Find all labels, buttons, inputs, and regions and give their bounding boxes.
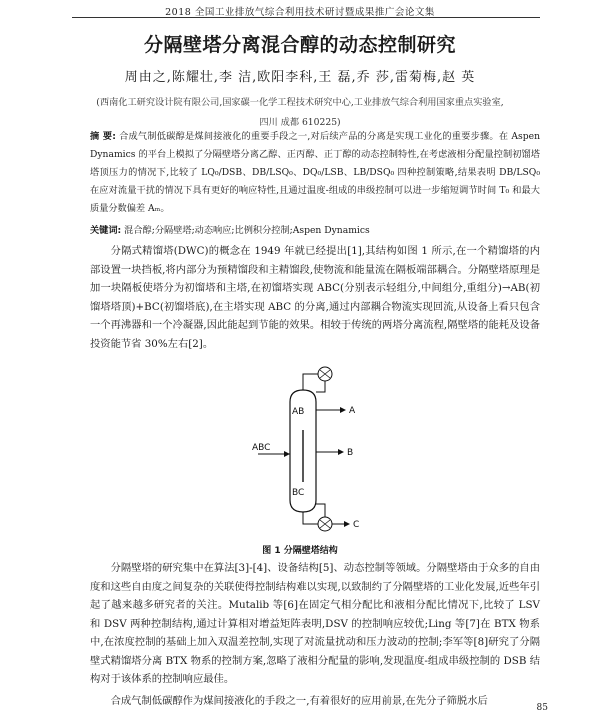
arrow-icon — [338, 449, 344, 455]
header-rule — [72, 17, 540, 18]
affiliation — [30, 93, 570, 133]
abstract-label: 摘 要: — [90, 131, 116, 142]
label-a: A — [349, 406, 356, 416]
arrow-icon — [344, 521, 350, 527]
paper-title: 分隔壁塔分离混合醇的动态控制研究 — [143, 34, 456, 56]
keywords-label: 关键词: — [90, 225, 122, 236]
abstract-text: 合成气制低碳醇是煤间接液化的重要手段之一,对后续产品的分离是实现工业化的重要步骤。在 Aspen Dynamics 的平台上模拟了分隔壁塔分离乙醇、正丙醇、正丁醇的动态控制特性,在考虑液相分配量控制初馏塔塔顶压力的情况下,比较了 LQ₀/DSB、DB/LSQ₀、DQ₀/LSB、LB/DSQ₀ 四种控制策略,结果表明 DB/LSQ₀ 在应对流量干扰的情况下具有更好的响应特性,且通过温度-组成的串级控制可以进一步缩短调节时间 T₀ 和最大质量分数偏差 Aₘ。 — [90, 131, 540, 214]
figure-caption: 图 1 分隔壁塔结构 — [262, 546, 338, 556]
label-ab: AB — [292, 407, 305, 417]
body-paragraph: 分隔壁塔的研究集中在算法[3]-[4]、设备结构[5]、动态控制等领域。分隔壁塔由于众多的自由度和这些自由度之间复杂的关联使得控制结构难以实现,以致制约了分隔壁塔的工业化发展,近些年引起了越来越多研究者的关注。Mutalib 等[6]在固定气相分配比和液相分配比情况下,比较了 LSV 和 DSV 两种控制结构,通过计算相对增益矩阵表明,DSV 的控制响应较优;Ling 等[7]在 BTX 物系中,在浓度控制的基础上加入双温差控制,实现了对流量扰动和压力波动的控制;李军等[8]研究了分隔壁式精馏塔分离 BTX 物系的控制方案,忽略了液相分配量的影响,发现温度-组成串级控制的 DSB 结构对于该体系的控制响应最佳。 — [90, 562, 540, 685]
arrow-icon — [284, 451, 290, 457]
keywords-text: 混合醇;分隔壁塔;动态响应;比例积分控制;Aspen Dynamics — [124, 225, 370, 236]
affiliation-line: 四川 成都 610225) — [259, 117, 341, 128]
affiliation-line: (西南化工研究设计院有限公司,国家碳一化学工程技术研究中心,工业排放气综合利用国家重点实验室, — [96, 97, 504, 108]
page-number: 85 — [536, 703, 548, 713]
condenser-line — [303, 374, 318, 390]
label-c: C — [353, 520, 360, 530]
running-header: 2018 全国工业排放气综合利用技术研讨暨成果推广会论文集 — [165, 7, 435, 18]
reboiler-line — [303, 512, 318, 524]
body-paragraph: 合成气制低碳醇作为煤间接液化的手段之一,有着很好的应用前景,在先分子筛脱水后 — [110, 695, 488, 707]
arrow-icon — [340, 407, 346, 413]
intro-paragraph: 分隔式精馏塔(DWC)的概念在 1949 年就已经提出[1],其结构如图 1 所示,在一个精馏塔的内部设置一块挡板,将内部分为预精馏段和主精馏段,使物流和能量流在隔板端部耦合。分隔壁塔原理是加一块隔板使塔分为初馏塔和主塔,在初馏塔实现 ABC(分别表示轻组分,中间组分,重组分)→AB(初馏塔塔顶)+BC(初馏塔底),在主塔实现 ABC 的分离,通过内部耦合物流实现回流,从设备上看只包含一个再沸器和一个冷凝器,因此能起到节能的效果。相较于传统的两塔分离流程,隔壁塔的能耗及设备投资能节省 30%左右[2]。 — [90, 245, 540, 350]
label-bc: BC — [292, 488, 305, 498]
label-feed: ABC — [252, 443, 271, 453]
abstract — [90, 128, 540, 218]
label-b: B — [347, 448, 354, 458]
author-list: 周由之,陈耀壮,李 洁,欧阳李科,王 磊,乔 莎,雷菊梅,赵 英 — [124, 70, 476, 85]
dwc-structure-figure — [248, 352, 388, 547]
keywords — [90, 222, 540, 236]
